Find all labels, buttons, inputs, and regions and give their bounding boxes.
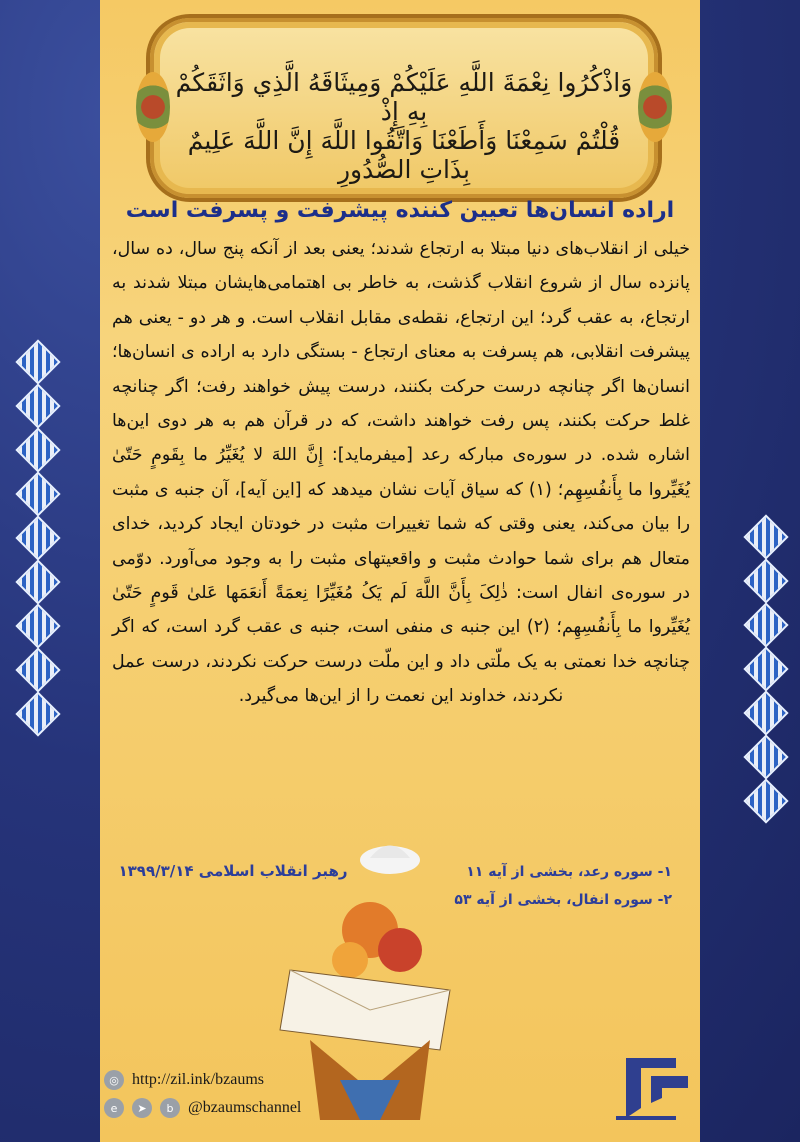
footnote-2: ۲- سوره انفال، بخشی از آیه ۵۳ [454,892,672,908]
channel-handle[interactable]: @bzaumschannel [188,1099,302,1116]
verse-line-2: قُلْتُمْ سَمِعْنَا وَأَطَعْنَا وَاتَّقُوا اللَّهَ إِنَّ اللَّهَ عَلِيمٌ بِذَاتِ الصُّدُورِ [187,126,621,184]
website-link[interactable]: http://zil.ink/bzaums [132,1071,264,1088]
left-ornament [22,340,54,736]
telegram-icon[interactable]: ➤ [132,1098,152,1118]
footnotes [412,858,672,914]
bale-icon[interactable]: b [160,1098,180,1118]
footnote-1: ۱- سوره رعد، بخشی از آیه ۱۱ [466,864,672,880]
eitaa-icon[interactable]: e [104,1098,124,1118]
website-row [104,1070,264,1090]
university-logo [606,1048,692,1128]
social-row [104,1098,301,1118]
body-text: خیلی از انقلاب‌های دنیا مبتلا به ارتجاع شدند؛ یعنی بعد از آنکه پنج سال، ده سال، پانزده سال از شروع انقلاب گذشت، به خاطر بی اهتمامی‌هایشان مبتلا شدند به ارتجاع، به عقب گرد؛ این ارتجاع، نقطه‌ی مقابل انقلاب است. و هر دو - یعنی هم پیشرفت انقلابی، هم پسرفت به معنای ارتجاع - بستگی دارد به اراده ی انسان‌ها؛ انسان‌ها اگر چنانچه درست حرکت بکنند، درست پیش خواهند رفت؛ اگر چنانچه غلط حرکت بکنند، پس رفت خواهند داشت، که در قرآن هم به هر دوی این‌ها اشاره شده. در سوره‌ی مبارکه رعد [میفرماید]: إِنَّ اللهَ لا یُغَیِّرُ ما بِقَومٍ حَتّیٰ یُغَیِّروا ما بِأَنفُسِهِم؛ (۱) که سیاق آیات نشان میدهد که [این آیه]، آن جنبه ی مثبت را بیان می‌کند، یعنی وقتی که شما تغییرات مثبت در خودتان ایجاد کردید، خدای متعال هم برای شما حوادث مثبت و واقعیتهای مثبت را به وجود می‌آورد. دوّمی در سوره‌ی انفال است: ذٰلِکَ بِأَنَّ اللَّهَ لَم یَکُ مُغَیِّرًا نِعمَةً أَنعَمَها عَلیٰ قَومٍ حَتّیٰ یُغَیِّروا ما بِأَنفُسِهِم؛ (۲) این جنبه ی منفی است، جنبه ی عقب گرد است، که اگر چنانچه خدا نعمتی به یک ملّتی داد و این ملّت درست حرکت نکردند، درست عمل نکردند، خداوند این نعمت را از این‌ها می‌گیرد. [112,239,690,707]
globe-icon: ◎ [104,1070,124,1090]
leader-attribution: رهبر انقلاب اسلامی ۱۳۹۹/۳/۱۴ [118,862,348,880]
verse-frame [150,18,658,198]
right-ornament [750,515,782,823]
verse-line-1: وَاذْكُرُوا نِعْمَةَ اللَّهِ عَلَيْكُمْ وَمِيثَاقَهُ الَّذِي وَاثَقَكُمْ بِهِ إِذْ [175,68,633,126]
page-title: اراده انسان‌ها تعیین کننده پیشرفت و پسرفت است [125,198,675,223]
